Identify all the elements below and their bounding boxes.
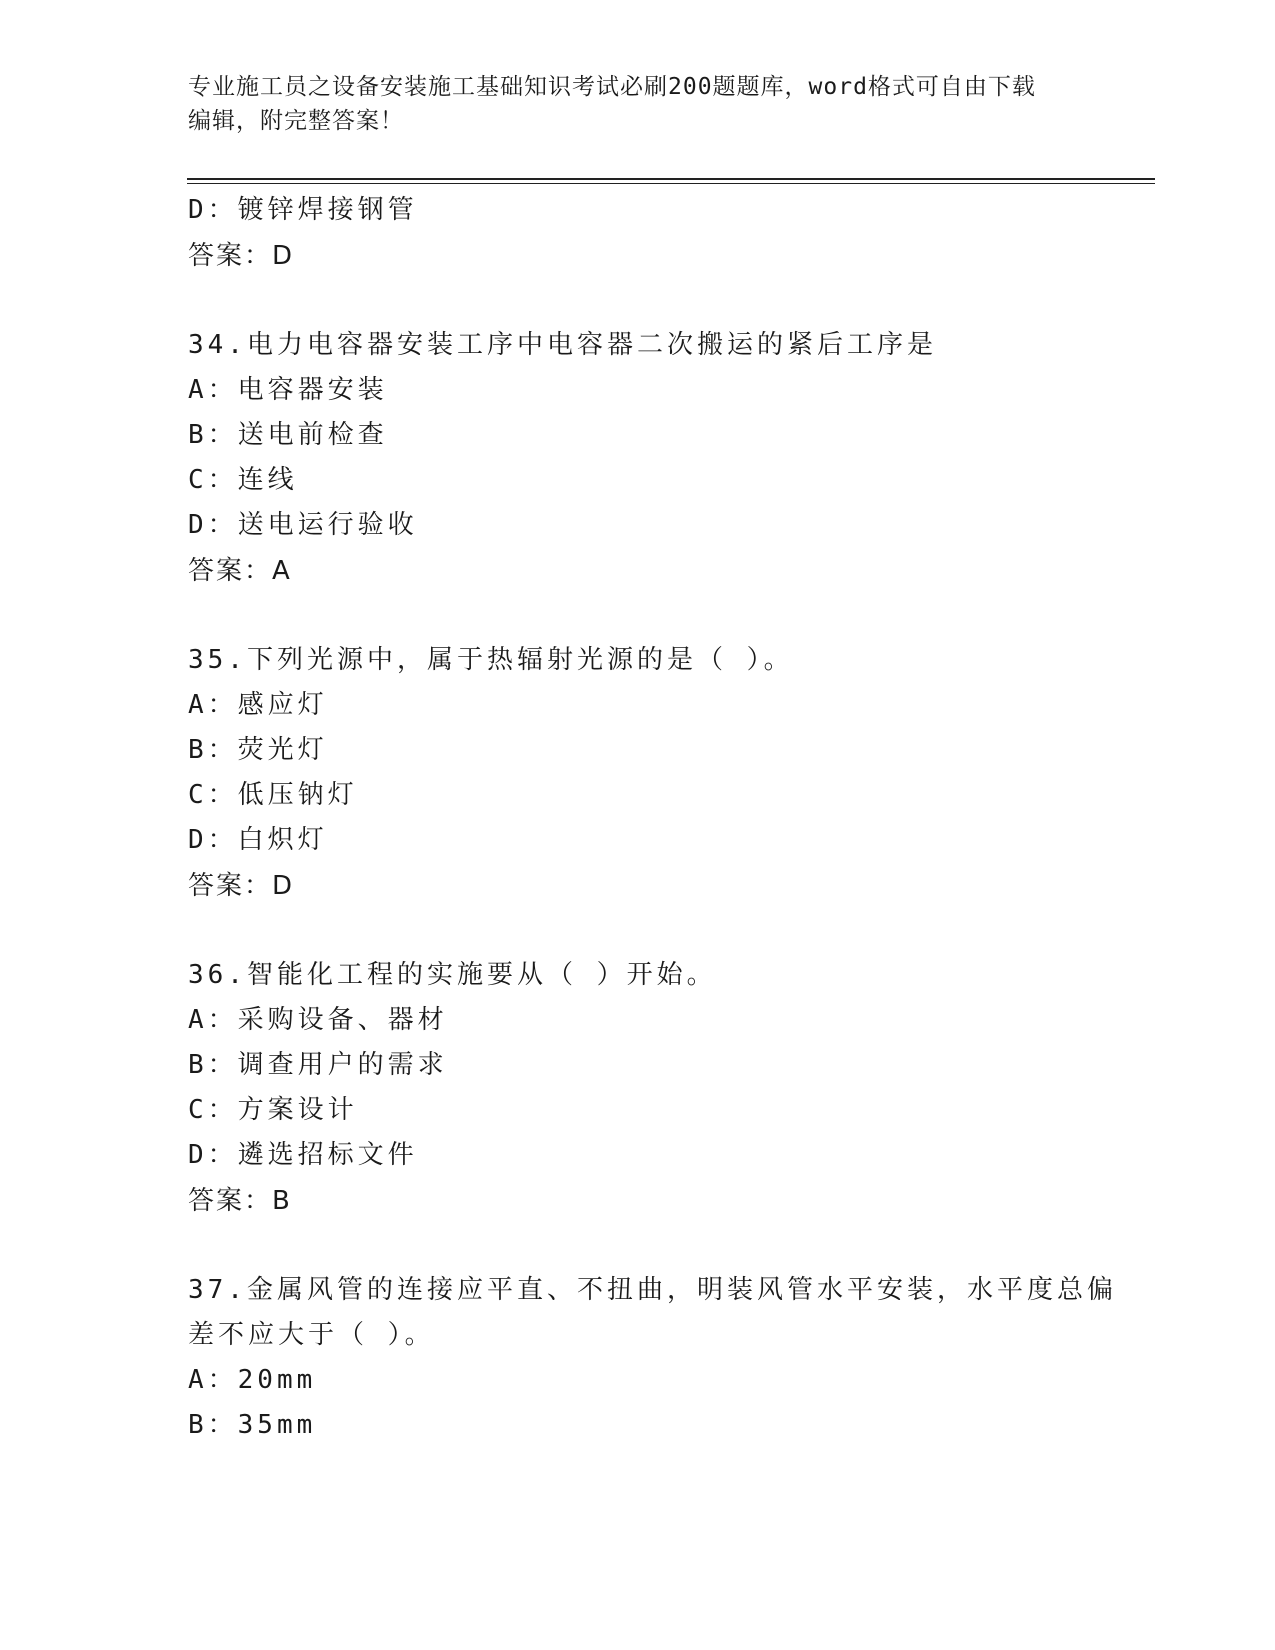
header-divider-thick: [187, 178, 1155, 180]
question-stem: 36.智能化工程的实施要从（ ）开始。: [188, 960, 717, 990]
option-c: C：方案设计: [188, 1095, 358, 1125]
answer-line: 答案：D: [188, 871, 295, 901]
option-d: D：遴选招标文件: [188, 1140, 418, 1170]
spacer: [188, 909, 1088, 953]
answer-line: 答案：B: [188, 1186, 292, 1216]
header-title-line2: 编辑，附完整答案！: [188, 108, 404, 134]
question-34: [188, 323, 1088, 594]
option-d: D：镀锌焊接钢管: [188, 195, 418, 225]
option-d: D：送电运行验收: [188, 510, 418, 540]
question-36: [188, 953, 1088, 1224]
question-list: [188, 188, 1117, 1448]
question-37: [188, 1268, 1117, 1448]
option-a: A：感应灯: [188, 690, 328, 720]
header-title-line1: 专业施工员之设备安装施工基础知识考试必刷200题题库，word格式可自由下载: [188, 74, 1036, 100]
option-c: C：低压钠灯: [188, 780, 358, 810]
header-divider-thin: [187, 183, 1155, 184]
question-35: [188, 638, 1088, 909]
option-a: A：20mm: [188, 1365, 317, 1395]
option-a: A：电容器安装: [188, 375, 388, 405]
page-header: [188, 70, 1088, 138]
option-a: A：采购设备、器材: [188, 1005, 448, 1035]
option-b: B：荧光灯: [188, 735, 328, 765]
question-stem: 35.下列光源中，属于热辐射光源的是（ ）。: [188, 645, 794, 675]
option-c: C：连线: [188, 465, 298, 495]
question-stem-line2: 差不应大于（ ）。: [188, 1320, 435, 1350]
spacer: [188, 279, 1088, 323]
spacer: [188, 594, 1088, 638]
option-b: B：调查用户的需求: [188, 1050, 448, 1080]
question-stem: 34.电力电容器安装工序中电容器二次搬运的紧后工序是: [188, 330, 937, 360]
question-stem-line1: 37.金属风管的连接应平直、不扭曲，明装风管水平安装，水平度总偏: [188, 1275, 1117, 1305]
option-b: B：35mm: [188, 1410, 317, 1440]
option-b: B：送电前检查: [188, 420, 388, 450]
option-d: D：白炽灯: [188, 825, 328, 855]
answer-line: 答案：D: [188, 241, 295, 271]
spacer: [188, 1224, 1088, 1268]
answer-line: 答案：A: [188, 556, 292, 586]
